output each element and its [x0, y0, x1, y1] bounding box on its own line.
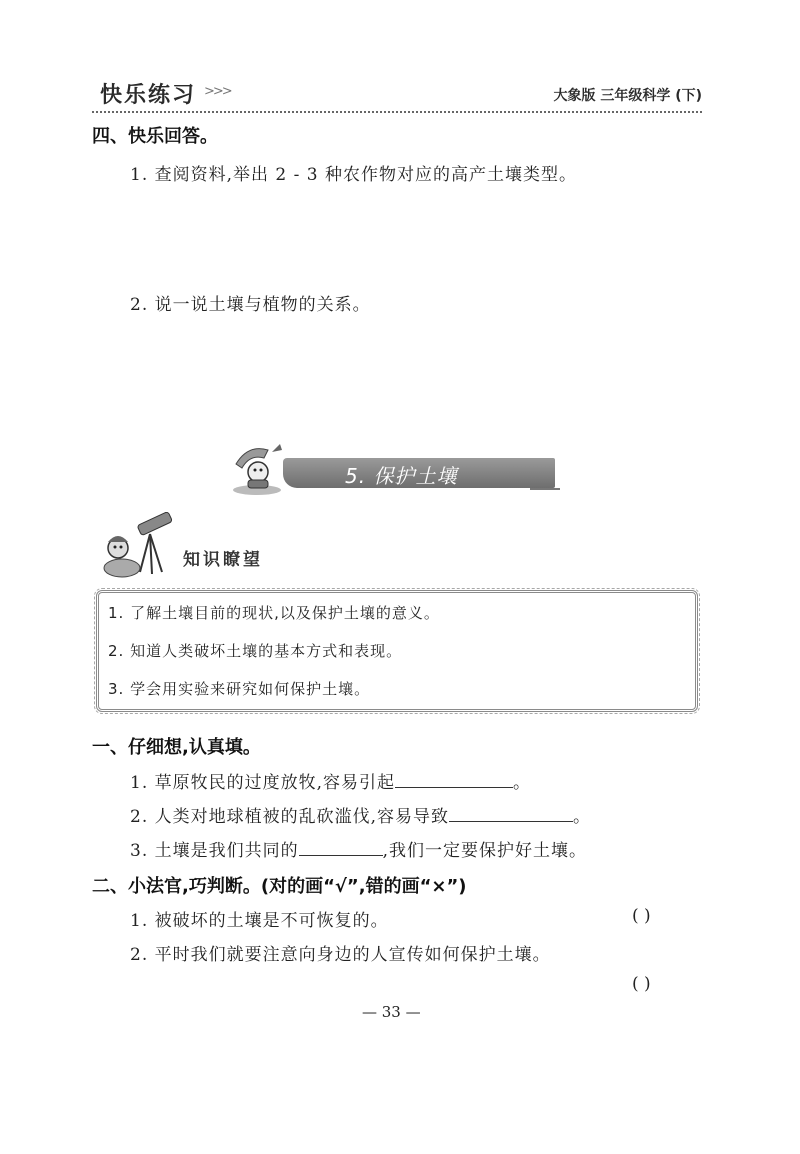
section-4-title: 四、快乐回答。: [92, 126, 218, 147]
header-title: 快乐练习: [100, 83, 197, 108]
answer-paren-2[interactable]: ( ): [632, 974, 651, 994]
section-1-title: 一、仔细想,认真填。: [92, 737, 261, 758]
knowledge-item-3: 3. 学会用实验来研究如何保护土壤。: [108, 680, 371, 698]
telescope-icon: [100, 512, 180, 580]
fill-item-2: [130, 802, 591, 827]
fill-item-3: [130, 836, 587, 861]
banner-underline: [530, 488, 560, 490]
knowledge-item-1: 1. 了解土壤目前的现状,以及保护土壤的意义。: [108, 604, 440, 622]
fill-item-3-text: 3. 土壤是我们共同的: [130, 841, 299, 861]
fill-item-2-end: 。: [573, 807, 592, 827]
question-4-1: 1. 查阅资料,举出 2 - 3 种农作物对应的高产土壤类型。: [130, 165, 578, 185]
fill-item-1: [130, 768, 531, 793]
knowledge-item-2: 2. 知道人类破坏土壤的基本方式和表现。: [108, 642, 403, 660]
answer-blank-2[interactable]: [449, 803, 573, 822]
question-4-2: 2. 说一说土壤与植物的关系。: [130, 295, 371, 315]
fill-item-2-text: 2. 人类对地球植被的乱砍滥伐,容易导致: [130, 807, 450, 827]
answer-blank-1[interactable]: [395, 769, 513, 788]
fill-item-1-end: 。: [513, 773, 532, 793]
page-number: — 33 —: [362, 1003, 421, 1021]
header-divider: [92, 111, 702, 113]
lesson-title: 5. 保护土壤: [345, 464, 458, 488]
chevron-icon: >>>: [204, 84, 231, 99]
answer-blank-3[interactable]: [299, 837, 383, 856]
section-2-title: 二、小法官,巧判断。(对的画“√”,错的画“×”): [92, 876, 467, 897]
cartoon-mascot-icon: [228, 440, 286, 496]
fill-item-1-text: 1. 草原牧民的过度放牧,容易引起: [130, 773, 396, 793]
knowledge-label: 知识瞭望: [183, 550, 263, 570]
judge-item-1: 1. 被破坏的土壤是不可恢复的。: [130, 911, 389, 931]
header-book-title: 大象版 三年级科学 (下): [553, 88, 702, 104]
judge-item-2: 2. 平时我们就要注意向身边的人宣传如何保护土壤。: [130, 945, 551, 965]
answer-paren-1[interactable]: ( ): [632, 906, 651, 926]
fill-item-3-end: ,我们一定要保护好土壤。: [382, 841, 588, 861]
